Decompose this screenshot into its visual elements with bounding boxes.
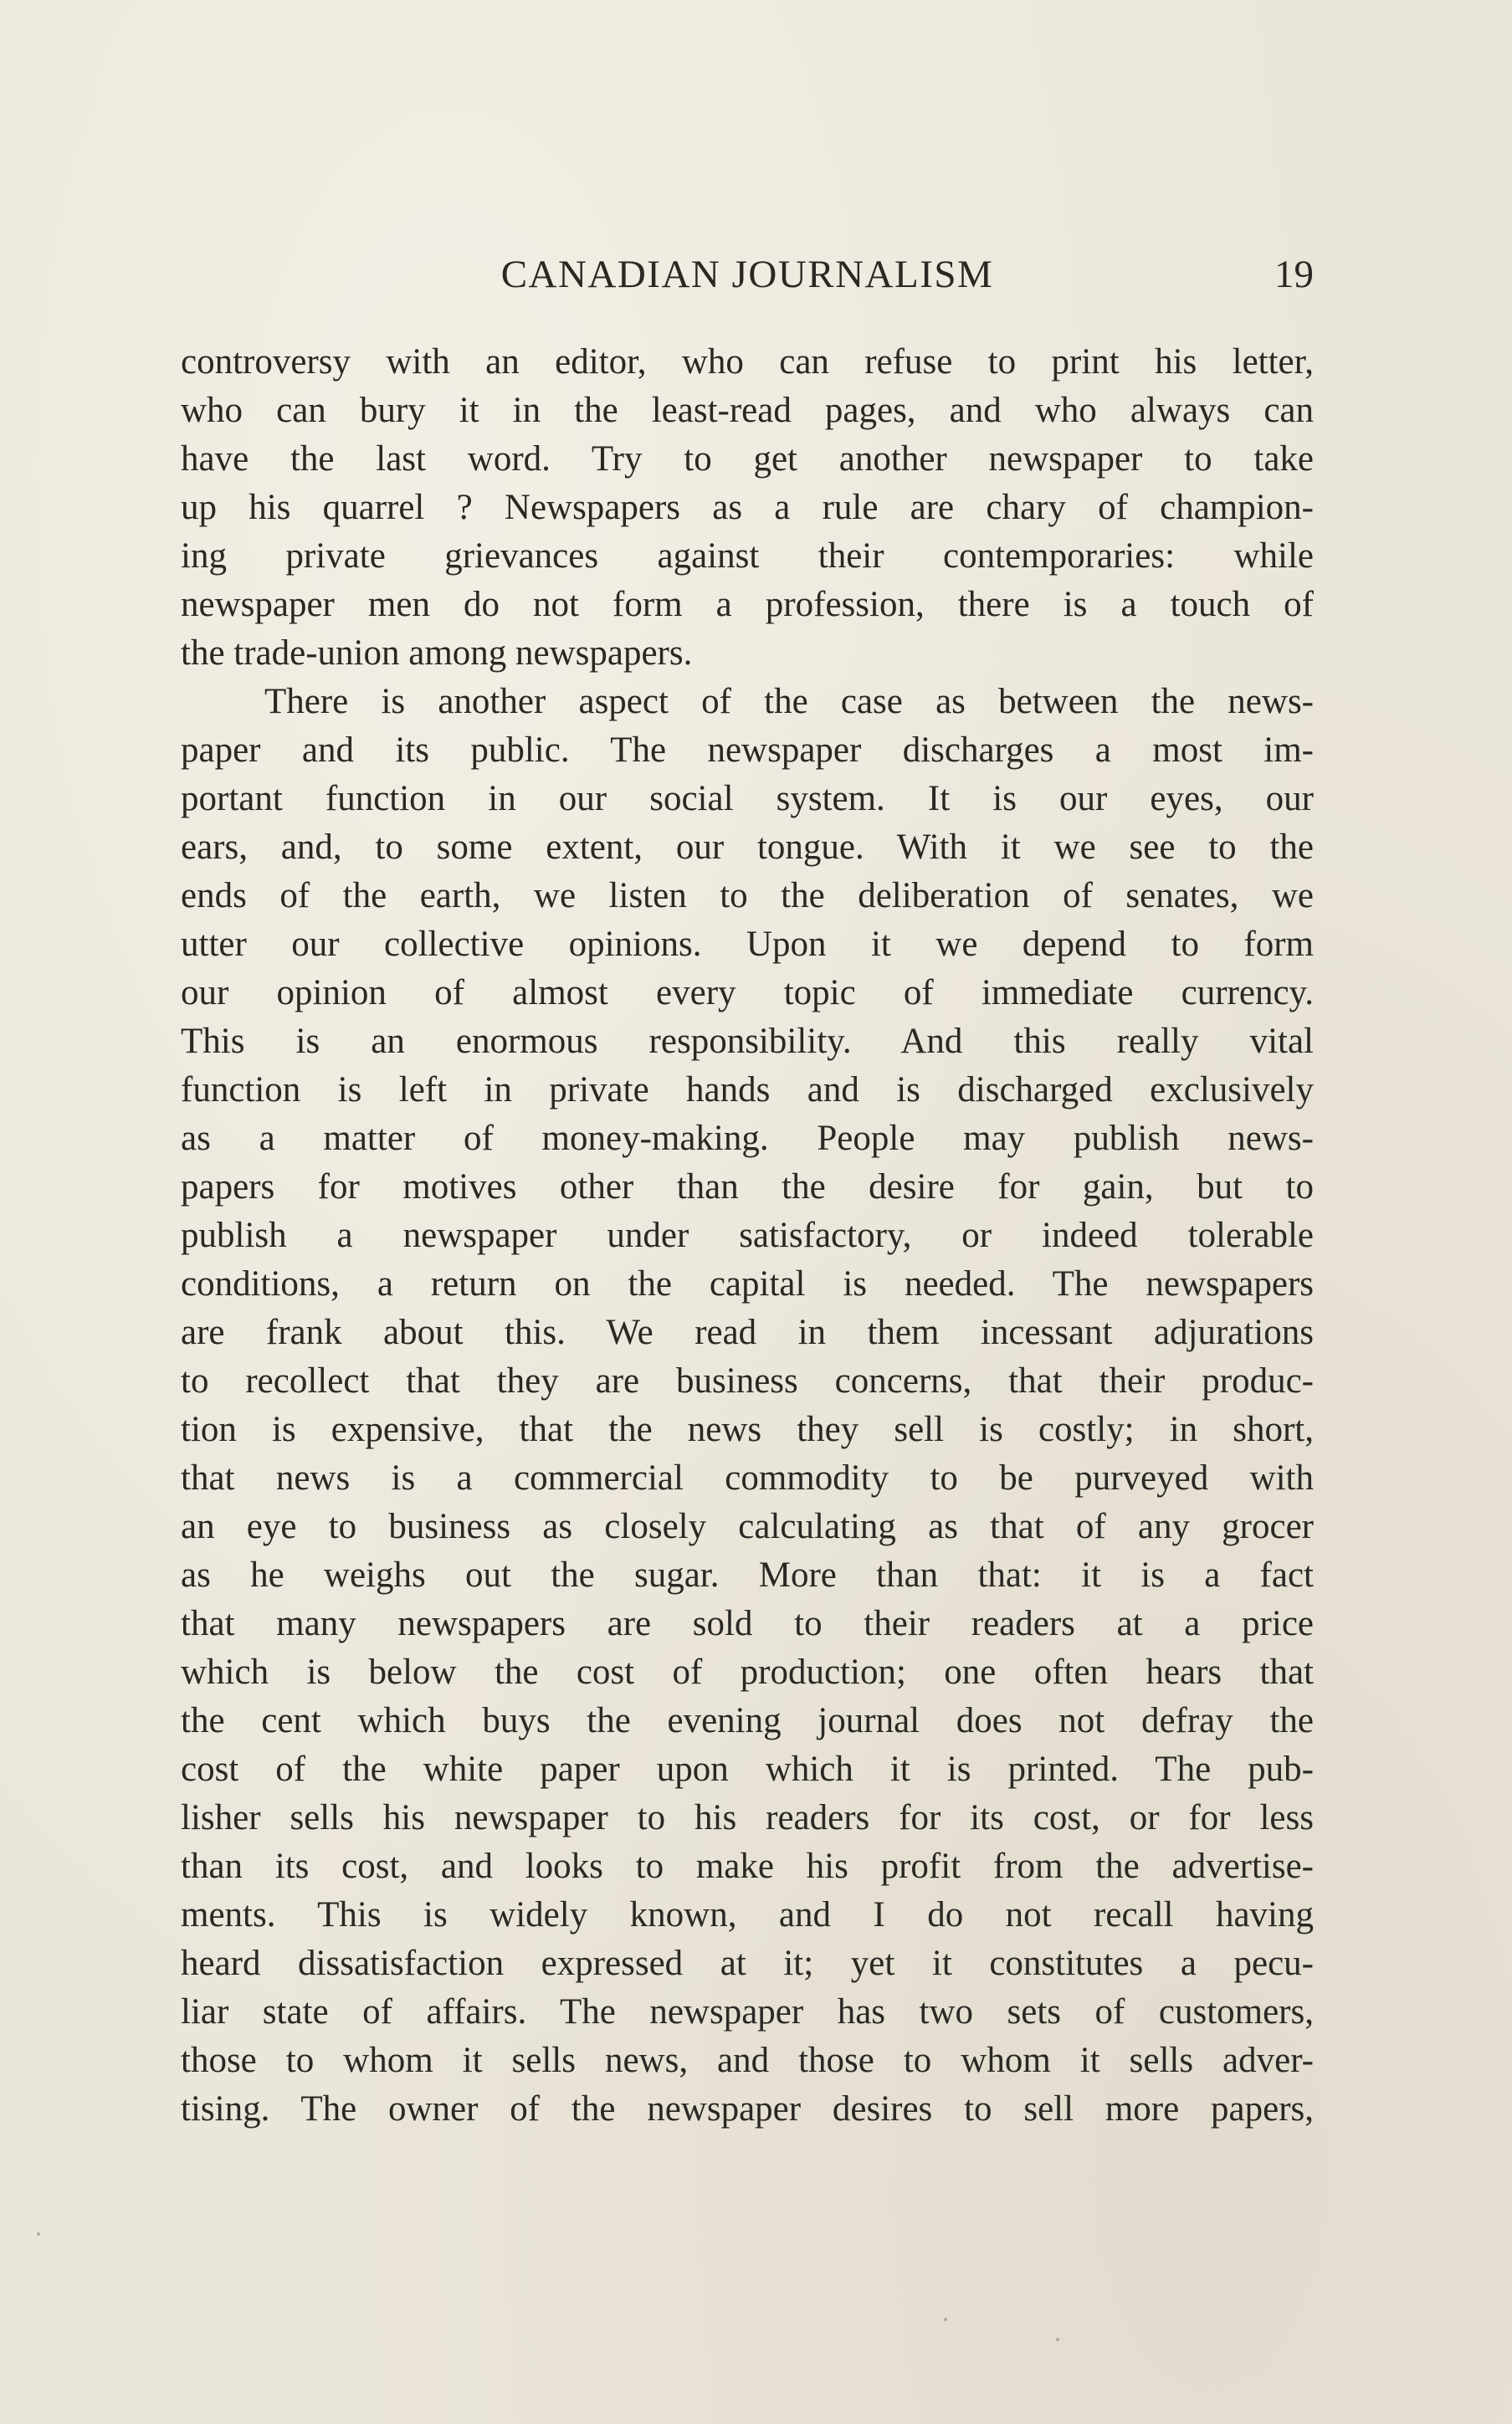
text-line: that news is a commercial commodity to be purveyed with — [181, 1458, 1314, 1498]
text-line: those to whom it sells news, and those to whom it sells adver- — [181, 2041, 1314, 2080]
text-line: ears, and, to some extent, our tongue. With it we see to the — [181, 828, 1314, 867]
text-line: than its cost, and looks to make his profit from the advertise- — [181, 1847, 1314, 1886]
text-line: have the last word. Try to get another newspaper to take — [181, 439, 1314, 479]
text-line: cost of the white paper upon which it is printed. The pub- — [181, 1750, 1314, 1789]
text-line: are frank about this. We read in them incessant adjurations — [181, 1313, 1314, 1352]
text-line: tion is expensive, that the news they sell is costly; in short, — [181, 1410, 1314, 1449]
text-line: paper and its public. The newspaper discharges a most im- — [181, 730, 1314, 770]
text-line: as a matter of money-making. People may publish news- — [181, 1119, 1314, 1158]
text-line: the cent which buys the evening journal does not defray the — [181, 1701, 1314, 1740]
text-line: which is below the cost of production; one often hears that — [181, 1653, 1314, 1692]
text-line: This is an enormous responsibility. And this really vital — [181, 1022, 1314, 1061]
paper-speck — [944, 2318, 947, 2321]
text-line: up his quarrel ? Newspapers as a rule are chary of champion- — [181, 488, 1314, 527]
text-line: ments. This is widely known, and I do not recall having — [181, 1895, 1314, 1935]
text-line: lisher sells his newspaper to his readers for its cost, or for less — [181, 1798, 1314, 1837]
paper-speck — [1056, 2338, 1059, 2341]
text-line: conditions, a return on the capital is needed. The newspapers — [181, 1264, 1314, 1304]
text-line: utter our collective opinions. Upon it we depend to form — [181, 925, 1314, 964]
text-line: tising. The owner of the newspaper desires to sell more papers, — [181, 2089, 1314, 2129]
paragraph-first-line: There is another aspect of the case as between the news- — [264, 682, 1314, 721]
text-line: ing private grievances against their contemporaries: while — [181, 536, 1314, 576]
text-line: heard dissatisfaction expressed at it; yet it constitutes a pecu- — [181, 1944, 1314, 1983]
body-text — [181, 338, 1314, 2134]
text-line: ends of the earth, we listen to the deliberation of senates, we — [181, 876, 1314, 915]
text-line: controversy with an editor, who can refuse to print his letter, — [181, 342, 1314, 382]
text-line: function is left in private hands and is discharged exclusively — [181, 1070, 1314, 1110]
text-line: liar state of affairs. The newspaper has two sets of customers, — [181, 1992, 1314, 2032]
text-line: as he weighs out the sugar. More than that: it is a fact — [181, 1555, 1314, 1595]
text-line: papers for motives other than the desire for gain, but to — [181, 1167, 1314, 1207]
text-line: the trade-union among newspapers. — [181, 633, 693, 673]
text-line: portant function in our social system. It is our eyes, our — [181, 779, 1314, 818]
paper-speck — [37, 2232, 40, 2236]
running-title: CANADIAN JOURNALISM — [500, 253, 994, 296]
running-head — [181, 249, 1314, 300]
page-number: 19 — [1274, 253, 1314, 296]
text-line: publish a newspaper under satisfactory, or indeed tolerable — [181, 1216, 1314, 1255]
text-line: to recollect that they are business concerns, that their produc- — [181, 1361, 1314, 1401]
text-line: who can bury it in the least-read pages, and who always can — [181, 391, 1314, 430]
text-line: that many newspapers are sold to their readers at a price — [181, 1604, 1314, 1643]
text-line: our opinion of almost every topic of immediate currency. — [181, 973, 1314, 1012]
text-line: newspaper men do not form a profession, there is a touch of — [181, 585, 1314, 624]
text-line: an eye to business as closely calculating as that of any grocer — [181, 1507, 1314, 1546]
